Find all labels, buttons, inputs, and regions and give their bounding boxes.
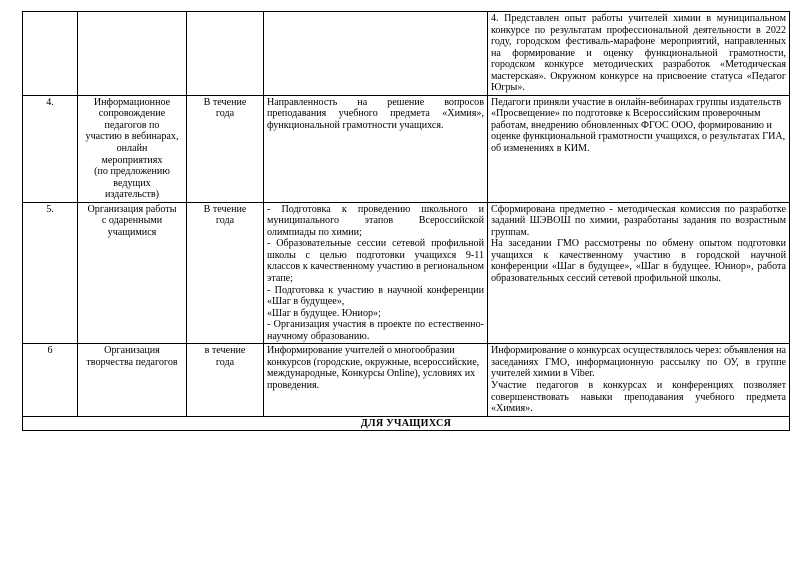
activity-line: мероприятиях — [101, 154, 163, 166]
period-cell — [187, 344, 264, 416]
activity-line: (по предложению — [94, 166, 170, 178]
content-cell — [264, 202, 488, 344]
result-paragraph: Педагоги приняли участие в онлайн-вебинарах группы издательств «Просвещение» по подготовке к Всероссийским проверочным работам, внедрению обновленных ФГОС ООО, формированию и оценке функциональной грамотности учащихся, о результатах ГИА, об изменениях в КИМ. — [491, 96, 786, 155]
result-paragraph: На заседании ГМО рассмотрены по обмену опытом подготовки учащихся к качественному участию в городской научной конференции «Шаг в будущее», «Шаг в будущее. Юниор», работа образовательных сессий сетевой профильной школы. — [491, 238, 786, 285]
table-section-heading-row — [23, 416, 790, 431]
result-paragraph: Участие педагогов в конкурсах и конференциях позволяет совершенствовать навыки преподавания учебного предмета «Химия». — [491, 379, 786, 415]
table-row — [23, 95, 790, 202]
activity-cell — [78, 12, 187, 96]
period-cell — [187, 95, 264, 202]
result-paragraph: Сформирована предметно - методическая комиссия по разработке заданий ШЭВОШ по химии, разработаны задания по возрастным группам. — [491, 203, 786, 238]
table-row — [23, 344, 790, 416]
activity-line: онлайн — [116, 143, 148, 155]
activity-cell — [78, 344, 187, 416]
content-paragraph: - Организация участия в проекте по естественно-научному образованию. — [267, 319, 484, 342]
table-row — [23, 202, 790, 344]
result-cell — [488, 202, 790, 344]
activity-plan-table — [22, 11, 790, 431]
row-number-cell: 5. — [23, 202, 78, 344]
activity-line: издательств) — [104, 189, 160, 201]
content-cell — [264, 12, 488, 96]
content-paragraph: - Подготовка к участию в научной конференции «Шаг в будущее», — [267, 284, 484, 308]
period-line: В течение — [203, 96, 247, 108]
activity-line: ведущих — [113, 177, 151, 189]
activity-line: Информационное — [93, 96, 171, 108]
period-line: года — [215, 108, 235, 120]
activity-line: Организация работы — [87, 203, 177, 215]
content-paragraph: - Подготовка к проведению школьного и муниципального этапов Всероссийской олимпиады по химии; — [267, 203, 484, 238]
period-line: года — [215, 215, 235, 227]
table-row — [23, 12, 790, 96]
result-cell — [488, 344, 790, 416]
activity-cell — [78, 95, 187, 202]
row-number-cell: 4. — [23, 95, 78, 202]
period-cell — [187, 202, 264, 344]
activity-line: участию в вебинарах, — [85, 131, 179, 143]
activity-line: сопровождение — [98, 108, 166, 120]
period-line: в течение — [204, 345, 246, 357]
result-cell — [488, 95, 790, 202]
section-heading: ДЛЯ УЧАЩИХСЯ — [23, 416, 790, 431]
content-paragraph: Информирование учителей о многообразии конкурсов (городские, окружные, всероссийские, международные, Конкурсы Online), условиях их проведения. — [267, 345, 480, 391]
result-cell — [488, 12, 790, 96]
activity-line: творчества педагогов — [86, 356, 178, 368]
result-paragraph: 4. Представлен опыт работы учителей химии в муниципальном конкурсе по результатам профессиональной деятельности в 2022 году, городском фестиваль-марафоне мероприятий, направленных на формирование и оценку функциональной грамотности, городском конкурсе методических разработок «Методическая мастерская». Окружном конкурсе на присвоение статуса «Педагог Югры». — [491, 13, 786, 94]
content-cell — [264, 95, 488, 202]
result-paragraph: Информирование о конкурсах осуществлялось через: объявления на заседаниях ГМО, информационную рассылку по ОУ, в группе учителей химии в Viber. — [491, 345, 786, 380]
period-cell — [187, 12, 264, 96]
activity-cell — [78, 202, 187, 344]
content-paragraph: - Образовательные сессии сетевой профильной школы с целью подготовки учащихся 9-11 классов к качественному участию в региональном этапе; — [267, 238, 484, 285]
content-paragraph: Направленность на решение вопросов преподавания учебного предмета «Химия», функциональной грамотности учащихся. — [267, 96, 484, 131]
content-paragraph: «Шаг в будущее. Юниор»; — [267, 307, 381, 319]
row-number-cell — [23, 12, 78, 96]
row-number-cell: 6 — [23, 344, 78, 416]
period-line: года — [215, 356, 235, 368]
period-line: В течение — [203, 203, 247, 215]
activity-line: с одаренными — [101, 215, 163, 227]
activity-line: учащимися — [107, 226, 157, 238]
activity-line: педагогов по — [104, 119, 160, 131]
content-cell — [264, 344, 488, 416]
activity-line: Организация — [104, 345, 160, 357]
